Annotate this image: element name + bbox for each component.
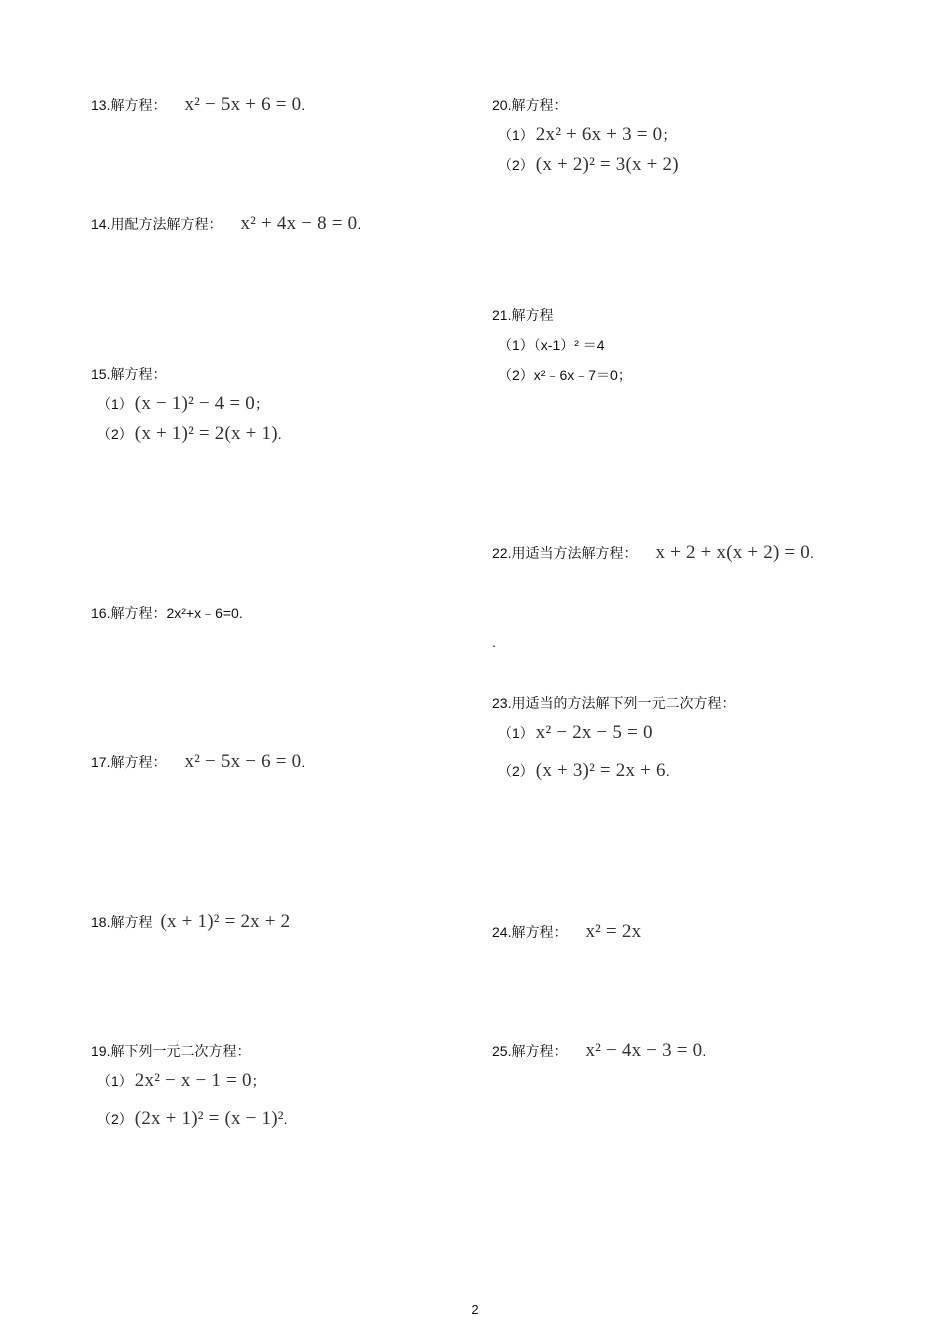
- subproblem-1: [91, 389, 282, 419]
- problem-label: 23.用适当的方法解下列一元二次方程：: [492, 695, 736, 711]
- subproblem-2: [91, 419, 282, 449]
- equation: (x + 2)² = 3(x + 2): [535, 154, 679, 175]
- problem-label: 15.解方程：: [91, 366, 167, 382]
- equation-end: .: [702, 1043, 707, 1059]
- equation: x² − 5x − 6 = 0: [184, 751, 302, 772]
- equation: 2x²+x﹣6=0.: [166, 605, 243, 621]
- problem-label: 19.解下列一元二次方程：: [91, 1043, 251, 1059]
- stray-dot: .: [492, 634, 496, 650]
- sub-label: （2）: [498, 157, 534, 173]
- subproblem-1: [492, 330, 632, 360]
- problem-15: [91, 359, 282, 449]
- equation: (x + 1)² = 2x + 2: [160, 911, 291, 932]
- equation: （x-1）² ＝4: [533, 337, 605, 353]
- problem-label: 24.解方程：: [492, 924, 568, 940]
- problem-label: 17.解方程：: [91, 754, 167, 770]
- sub-label: （2）: [97, 1111, 133, 1127]
- subproblem-2: [492, 150, 679, 180]
- equation-end: ；: [255, 396, 269, 412]
- subproblem-2: [91, 1104, 288, 1134]
- problem-24: [492, 917, 641, 947]
- sub-label: （2）: [498, 367, 534, 383]
- equation: 2x² + 6x + 3 = 0: [535, 124, 663, 145]
- equation-end: .: [809, 545, 814, 561]
- sub-label: （1）: [97, 1073, 133, 1089]
- problem-label: 16.解方程：: [91, 605, 167, 621]
- problem-label: 21.解方程: [492, 307, 554, 323]
- equation-end: .: [665, 763, 670, 779]
- sub-label: （1）: [498, 725, 534, 741]
- subproblem-2: [492, 360, 632, 390]
- equation: (2x + 1)² = (x − 1)²: [134, 1108, 284, 1129]
- problem-19: [91, 1036, 288, 1134]
- sub-label: （1）: [498, 337, 534, 353]
- problem-21: [492, 300, 632, 390]
- problem-20: [492, 90, 679, 180]
- problem-14: [91, 209, 361, 239]
- page-number: 2: [471, 1302, 479, 1317]
- equation: (x + 1)² = 2(x + 1): [134, 423, 278, 444]
- equation: x²﹣6x﹣7＝0；: [533, 367, 632, 383]
- equation: 2x² − x − 1 = 0: [134, 1070, 252, 1091]
- subproblem-1: [91, 1066, 288, 1096]
- problem-18: [91, 907, 290, 937]
- problem-label: 22.用适当方法解方程：: [492, 545, 638, 561]
- equation-end: .: [283, 1111, 288, 1127]
- sub-label: （2）: [498, 763, 534, 779]
- problem-label: 13.解方程：: [91, 97, 167, 113]
- equation-end: ；: [251, 1073, 266, 1089]
- equation: x² − 4x − 3 = 0: [585, 1040, 703, 1061]
- equation: x² − 5x + 6 = 0: [184, 94, 302, 115]
- subproblem-2: [492, 756, 735, 786]
- equation-end: ；: [662, 127, 677, 143]
- problem-16: [91, 598, 243, 628]
- problem-label: 14.用配方法解方程：: [91, 216, 223, 232]
- problem-label: 25.解方程：: [492, 1043, 568, 1059]
- equation-end: .: [277, 426, 282, 442]
- sub-label: （2）: [97, 426, 133, 442]
- subproblem-1: [492, 120, 679, 150]
- equation-end: .: [301, 97, 306, 113]
- equation: x² = 2x: [585, 921, 642, 942]
- sub-label: （1）: [97, 396, 133, 412]
- problem-label: 18.解方程: [91, 914, 153, 930]
- equation-end: .: [301, 754, 306, 770]
- problem-22: [492, 538, 814, 568]
- subproblem-1: [492, 718, 735, 748]
- problem-label: 20.解方程：: [492, 97, 568, 113]
- problem-25: [492, 1036, 706, 1066]
- equation: (x + 3)² = 2x + 6: [535, 760, 666, 781]
- equation: x² − 2x − 5 = 0: [535, 722, 653, 743]
- problem-17: [91, 747, 305, 777]
- sub-label: （1）: [498, 127, 534, 143]
- equation: x + 2 + x(x + 2) = 0: [655, 542, 810, 563]
- equation-end: .: [357, 216, 362, 232]
- problem-23: [492, 688, 735, 786]
- equation: x² + 4x − 8 = 0: [240, 213, 358, 234]
- equation: (x − 1)² − 4 = 0: [134, 393, 255, 414]
- problem-13: [91, 90, 305, 120]
